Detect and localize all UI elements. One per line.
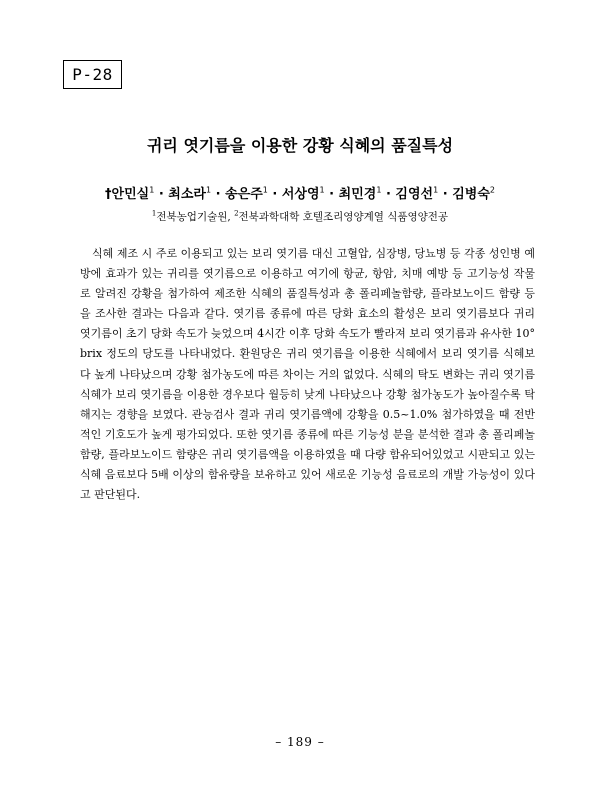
author-separator: · [154,187,169,202]
author-name: 최민경 [338,187,377,202]
author-name: 안민실 [111,187,150,202]
author-affil-mark: 1 [376,185,382,195]
affiliation-number: 1 [151,209,157,218]
paper-title: 귀리 엿기름을 이용한 강황 식혜의 품질특성 [146,136,454,155]
affiliation-text: 전북농업기술원, [156,211,231,223]
author-affil-mark: 1 [433,185,439,195]
author-affil-mark: 2 [489,185,495,195]
author-name: 송은주 [225,187,263,202]
author-name: 김영선 [395,187,434,202]
page-number: – 189 – [275,735,325,749]
author-name: 최소라 [168,187,206,202]
author-affil-mark: 1 [149,185,155,195]
author-name: 김병숙 [452,187,490,202]
author-separator: · [324,187,339,202]
poster-code-box [63,60,122,89]
author-separator: · [267,187,282,202]
author-list [0,183,600,202]
author-separator: · [211,187,226,202]
affiliation-number: 2 [234,209,239,218]
abstract-text: 식혜 제조 시 주로 이용되고 있는 보리 엿기름 대신 고혈압, 심장병, 당뇨병 등 각종 성인병 예방에 효과가 있는 귀리를 엿기름으로 이용하고 여기에 항균, 항암, 치매 예방 등 고기능성 작물로 알려진 강황을 첨가하여 제조한 식혜의 품질특성과 총 폴리페놀함량, 플라보노이드 함량 등을 조사한 결과는 다음과 같다. 엿기름 종류에 따른 당화 효소의 활성은 보리 엿기름보다 귀리 엿기름이 초기 당화 속도가 늦었으며 4시간 이후 당화 속도가 빨라져 보리 엿기름과 유사한 10° brix 정도의 당도를 나타내었다. 환원당은 귀리 엿기름을 이용한 식혜에서 보리 엿기름 식혜보다 높게 나타났으며 강황 첨가농도에 따른 차이는 거의 없었다. 식혜의 탁도 변화는 귀리 엿기름 식혜가 보리 엿기름을 이용한 경우보다 월등히 낮게 나타났으나 강황 첨가농도가 높아질수록 탁해지는 경향을 보였다. 관능검사 결과 귀리 엿기름액에 강황을 0.5~1.0% 첨가하였을 때 전반적인 기호도가 높게 평가되었다. 또한 엿기름 종류에 따른 기능성 분을 분석한 결과 총 폴리페놀함량, 플라보노이드 함량은 귀리 엿기름액을 이용하였을 때 다량 함유되어있었고 시판되고 있는 식혜 음료보다 5배 이상의 함유량을 보유하고 있어 새로운 기능성 음료로의 개발 가능성이 있다고 판단된다. [80,247,535,502]
author-name: 서상영 [281,187,320,202]
author-prefix: † [105,187,112,202]
author-affil-mark: 1 [205,185,212,195]
poster-code: P-28 [72,65,113,84]
author-separator: · [381,187,396,202]
affiliation-text: 전북과학대학 호텔조리영양계열 식품영양전공 [238,211,449,223]
author-affil-mark: 1 [262,185,268,195]
author-separator: · [438,187,453,202]
author-affil-mark: 1 [319,185,325,195]
affiliations [0,209,600,224]
